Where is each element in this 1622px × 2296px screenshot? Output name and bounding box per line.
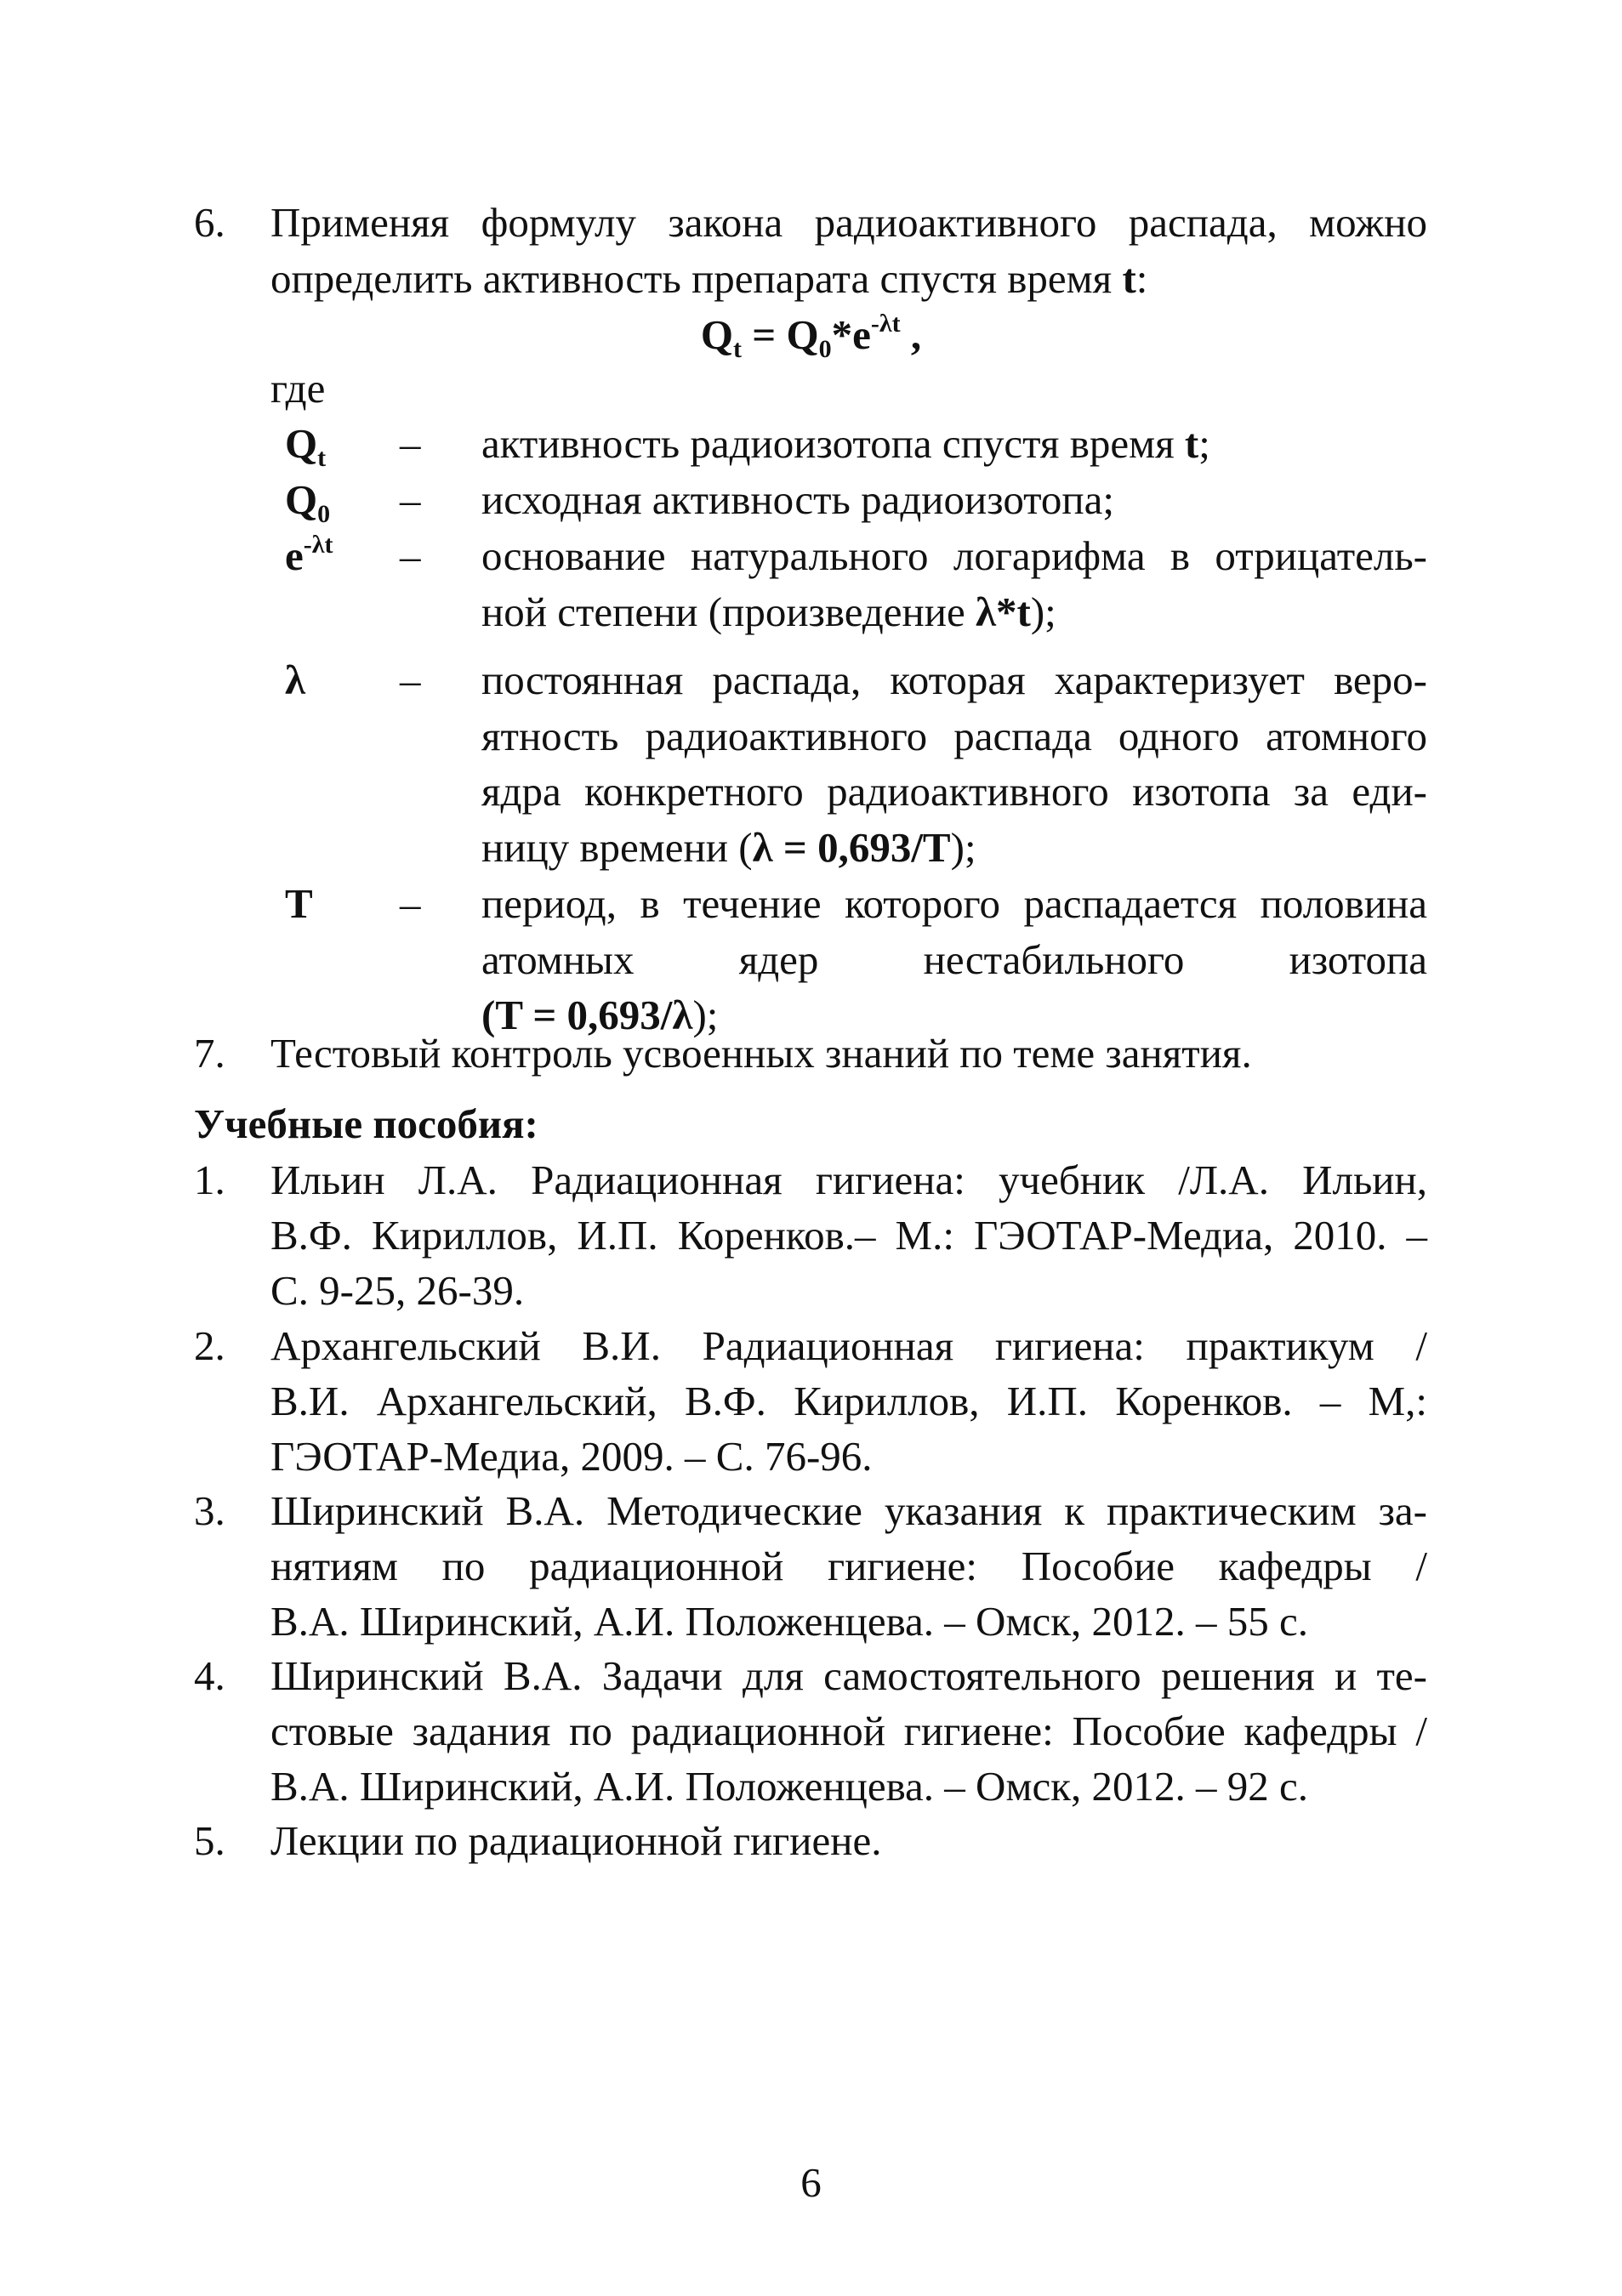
definition-text: ницу времени (λ = 0,693/T);	[481, 824, 976, 871]
reference-text: С. 9-25, 26-39.	[270, 1267, 525, 1314]
definition-dash: –	[400, 476, 421, 523]
reference-text: Ширинский В.А. Задачи для самостоятельного решения и те-	[270, 1652, 1427, 1699]
reference-text: ГЭОТАР-Медиа, 2009. – С. 76-96.	[270, 1433, 873, 1480]
reference-text: стовые задания по радиационной гигиене: Пособие кафедры /	[270, 1708, 1427, 1754]
definition-text: исходная активность радиоизотопа;	[481, 476, 1115, 523]
item-6-text-2: определить активность препарата спустя время t:	[270, 255, 1148, 302]
reference-text: В.Ф. Кириллов, И.П. Коренков.– М.: ГЭОТАР-Медиа, 2010. –	[270, 1212, 1427, 1259]
reference-text: Ширинский В.А. Методические указания к практическим за-	[270, 1487, 1427, 1534]
decay-formula: $Q_t = Q_0*e^{-\lambda t}$ ,	[700, 310, 922, 363]
reference-text: Архангельский В.И. Радиационная гигиена: практикум /	[270, 1322, 1427, 1369]
references-heading: Учебные пособия:	[194, 1100, 538, 1147]
definition-dash: –	[400, 420, 421, 467]
definition-symbol: λ	[285, 656, 306, 703]
definition-dash: –	[400, 532, 421, 579]
reference-text: Ильин Л.А. Радиационная гигиена: учебник /Л.А. Ильин,	[270, 1157, 1427, 1203]
item-6-text-1: Применяя формулу закона радиоактивного распада, можно	[270, 199, 1427, 246]
definition-text: постоянная распада, которая характеризует веро-	[481, 656, 1427, 703]
reference-number: 5.	[194, 1817, 225, 1864]
definition-symbol: $e^{-\lambda t}$	[285, 531, 333, 579]
item-7-number: 7.	[194, 1030, 225, 1077]
where-label: где	[270, 365, 326, 412]
reference-number: 3.	[194, 1487, 225, 1534]
definition-text: ятность радиоактивного распада одного атомного	[481, 713, 1427, 759]
reference-text: В.И. Архангельский, В.Ф. Кириллов, И.П. Коренков. – М,:	[270, 1378, 1427, 1424]
item-7-text: Тестовый контроль усвоенных знаний по теме занятия.	[270, 1030, 1252, 1077]
item-6-number: 6.	[194, 199, 225, 246]
definition-text: активность радиоизотопа спустя время t;	[481, 420, 1210, 467]
definition-text: ядра конкретного радиоактивного изотопа за еди-	[481, 768, 1427, 815]
reference-number: 4.	[194, 1652, 225, 1699]
definition-text: основание натурального логарифма в отрицатель-	[481, 532, 1427, 579]
reference-text: В.А. Ширинский, А.И. Положенцева. – Омск, 2012. – 92 с.	[270, 1763, 1308, 1810]
definition-dash: –	[400, 880, 421, 927]
reference-number: 1.	[194, 1157, 225, 1203]
definition-dash: –	[400, 656, 421, 703]
reference-text: В.А. Ширинский, А.И. Положенцева. – Омск, 2012. – 55 с.	[270, 1598, 1308, 1645]
definition-symbol: $Q_0$	[285, 476, 331, 528]
reference-text: Лекции по радиационной гигиене.	[270, 1817, 882, 1864]
definition-text: ной степени (произведение λ*t);	[481, 588, 1056, 635]
reference-text: нятиям по радиационной гигиене: Пособие кафедры /	[270, 1543, 1427, 1589]
reference-number: 2.	[194, 1322, 225, 1369]
page-number: 6	[800, 2159, 822, 2206]
definition-text: (T = 0,693/λ);	[481, 992, 719, 1038]
definition-symbol: T	[285, 880, 313, 927]
definition-symbol: $Q_t$	[285, 420, 327, 472]
definition-text: период, в течение которого распадается половина	[481, 880, 1427, 927]
definition-text: атомных ядер нестабильного изотопа	[481, 936, 1427, 983]
